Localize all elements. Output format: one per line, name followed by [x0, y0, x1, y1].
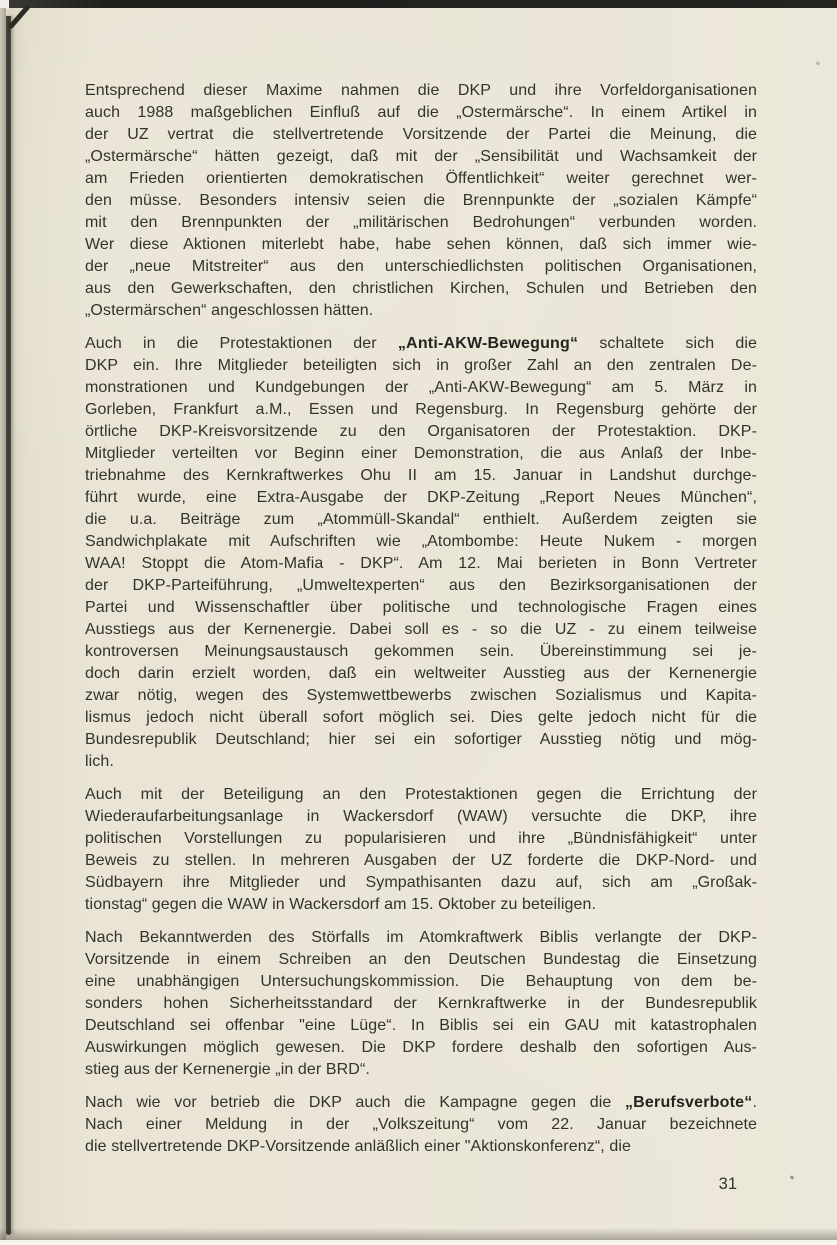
text-line: Wiederaufarbeitungsanlage in Wackersdorf (WAW) versuchte die DKP, ihre: [85, 808, 757, 825]
text-line: aus den Gewerkschaften, den christlichen Kirchen, Schulen und Betrieben den: [85, 280, 757, 297]
text-line: stieg aus der Kernenergie „in der BRD“.: [85, 1061, 370, 1078]
text-line: kontroversen Meinungsaustausch gekommen sein. Übereinstimmung sei je-: [85, 643, 757, 660]
text-line: lich.: [85, 753, 114, 770]
text-line: politischen Vorstellungen zu popularisieren und ihre „Bündnisfähigkeit“ unter: [85, 830, 757, 847]
text-line: zwar nötig, wegen des Systemwettbewerbs zwischen Sozialismus und Kapita-: [85, 687, 757, 704]
text-line: Nach einer Meldung in der „Volkszeitung“ vom 22. Januar bezeichnete: [85, 1116, 757, 1133]
text-line: „Ostermärschen“ angeschlossen hätten.: [85, 302, 374, 319]
text-line: der „neue Mitstreiter“ aus den unterschiedlichsten politischen Organisationen,: [85, 258, 757, 275]
text-line: triebnahme des Kernkraftwerkes Ohu II am 15. Januar in Landshut durchge-: [85, 467, 757, 484]
text-line: Ausstiegs aus der Kernenergie. Dabei soll es - so die UZ - zu einem teilweise: [85, 621, 757, 638]
text-line: Auswirkungen möglich gewesen. Die DKP fordere deshalb den sofortigen Aus-: [85, 1039, 757, 1056]
paragraph: [85, 80, 757, 322]
book-spine-shadow: [6, 16, 11, 1235]
text-line: Auch mit der Beteiligung an den Protestaktionen gegen die Errichtung der: [85, 786, 757, 803]
text-line: auch 1988 maßgeblichen Einfluß auf die „Ostermärsche“. In einem Artikel in: [85, 104, 757, 121]
text-line: Nach wie vor betrieb die DKP auch die Kampagne gegen die „Berufsverbote“.: [85, 1094, 757, 1111]
text-line: führt wurde, eine Extra-Ausgabe der DKP-Zeitung „Report Neues München“,: [85, 489, 757, 506]
page-bottom-edge: [0, 1240, 837, 1245]
text-line: sonders hohen Sicherheitsstandard der Kernkraftwerke in der Bundesrepublik: [85, 995, 757, 1012]
text-line: tionstag“ gegen die WAW in Wackersdorf am 15. Oktober zu beteiligen.: [85, 896, 597, 913]
page-bottom-shadow: [0, 1228, 837, 1240]
text-line: WAA! Stoppt die Atom-Mafia - DKP“. Am 12. Mai berieten in Bonn Vertreter: [85, 555, 757, 572]
text-line: mit den Brennpunkten der „militärischen Bedrohungen“ verbunden worden.: [85, 214, 757, 231]
text-line: Beweis zu stellen. In mehreren Ausgaben der UZ forderte die DKP-Nord- und: [85, 852, 757, 869]
text-line: die stellvertretende DKP-Vorsitzende anläßlich einer "Aktionskonferenz“, die: [85, 1138, 631, 1155]
text-line: am Frieden orientierten demokratischen Öffentlichkeit“ weiter gerechnet wer-: [85, 170, 757, 187]
paragraph: [85, 333, 757, 773]
scan-speck: [790, 1175, 795, 1180]
text-line: Deutschland sei offenbar "eine Lüge“. In Biblis sei ein GAU mit katastrophalen: [85, 1017, 757, 1034]
text-line: DKP ein. Ihre Mitglieder beteiligten sich in großer Zahl an den zentralen De-: [85, 357, 757, 374]
text-line: Südbayern ihre Mitglieder und Sympathisanten dazu auf, sich am „Großak-: [85, 874, 757, 891]
paragraph: [85, 927, 757, 1081]
text-block: [85, 80, 757, 1169]
text-line: lismus jedoch nicht überall sofort möglich sei. Dies gelte jedoch nicht für die: [85, 709, 757, 726]
text-line: der UZ vertrat die stellvertretende Vorsitzende der Partei die Meinung, die: [85, 126, 757, 143]
text-line: monstrationen und Kundgebungen der „Anti-AKW-Bewegung“ am 5. März in: [85, 379, 757, 396]
text-line: Bundesrepublik Deutschland; hier sei ein sofortiger Ausstieg nötig und mög-: [85, 731, 757, 748]
text-line: Vorsitzende in einem Schreiben an den Deutschen Bundestag die Einsetzung: [85, 951, 757, 968]
paragraph: [85, 784, 757, 916]
text-line: Wer diese Aktionen miterlebt habe, habe sehen können, daß sich immer wie-: [85, 236, 757, 253]
scan-speck: [816, 61, 821, 66]
text-line: Sandwichplakate mit Aufschriften wie „Atombombe: Heute Nukem - morgen: [85, 533, 757, 550]
text-line: eine unabhängigen Untersuchungskommission. Die Behauptung von dem be-: [85, 973, 757, 990]
text-line: die u.a. Beiträge zum „Atommüll-Skandal“ enthielt. Außerdem zeigten sie: [85, 511, 757, 528]
scanner-background-strip: [8, 0, 837, 8]
text-line: doch darin erzielt worden, daß ein weltweiter Ausstieg aus der Kernenergie: [85, 665, 757, 682]
text-line: den müsse. Besonders intensiv seien die Brennpunkte der „sozialen Kämpfe“: [85, 192, 757, 209]
text-line: Partei und Wissenschaftler über politische und technologische Fragen eines: [85, 599, 757, 616]
text-line: örtliche DKP-Kreisvorsitzende zu den Organisatoren der Protestaktion. DKP-: [85, 423, 757, 440]
page-number: 31: [718, 1175, 737, 1193]
text-line: „Ostermärsche“ hätten gezeigt, daß mit der „Sensibilität und Wachsamkeit der: [85, 148, 757, 165]
text-line: Entsprechend dieser Maxime nahmen die DKP und ihre Vorfeldorganisationen: [85, 82, 757, 99]
text-line: der DKP-Parteiführung, „Umweltexperten“ aus den Bezirksorganisationen der: [85, 577, 757, 594]
text-line: Nach Bekanntwerden des Störfalls im Atomkraftwerk Biblis verlangte der DKP-: [85, 929, 757, 946]
text-line: Gorleben, Frankfurt a.M., Essen und Regensburg. In Regensburg gehörte der: [85, 401, 757, 418]
text-line: Auch in die Protestaktionen der „Anti-AKW-Bewegung“ schaltete sich die: [85, 335, 757, 352]
text-line: Mitglieder verteilten vor Beginn einer Demonstration, die aus Anlaß der Inbe-: [85, 445, 757, 462]
paragraph: [85, 1092, 757, 1158]
